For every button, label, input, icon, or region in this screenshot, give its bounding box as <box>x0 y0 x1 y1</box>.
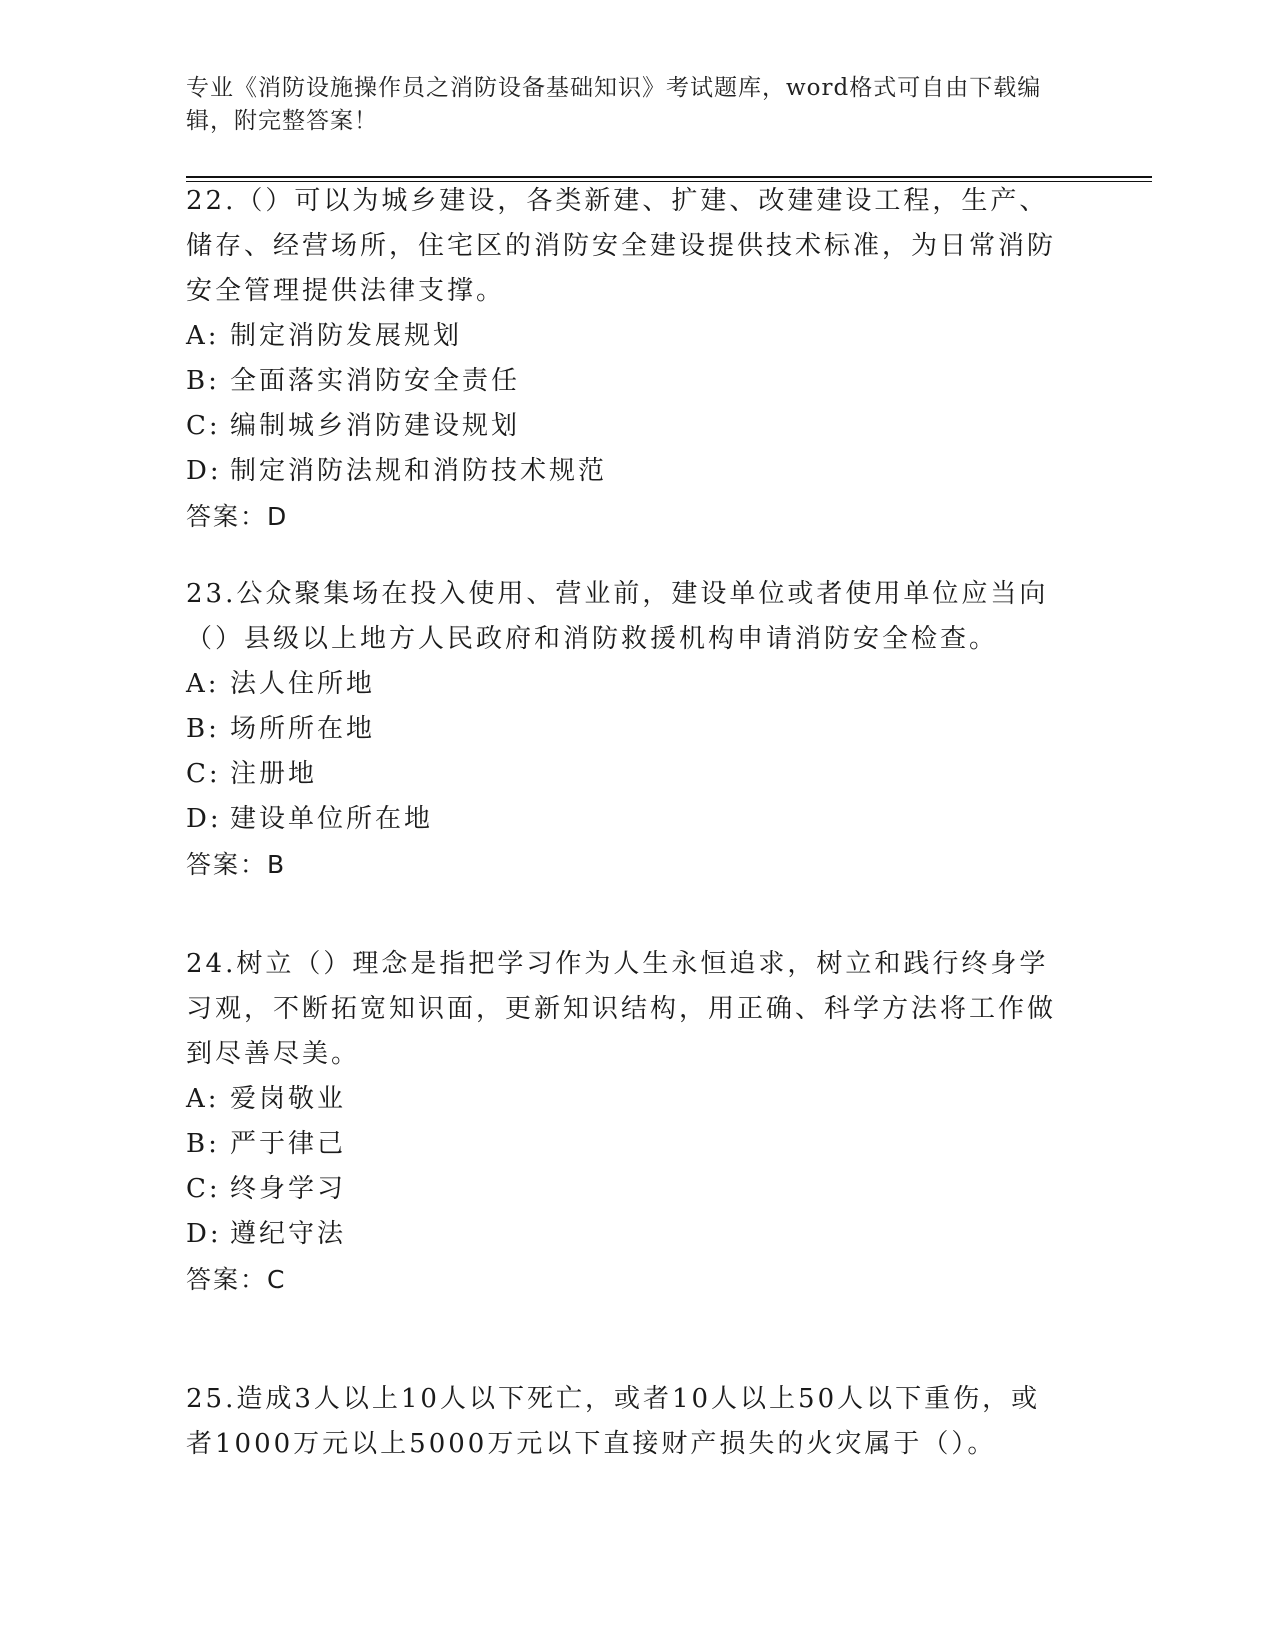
question-stem: 23.公众聚集场在投入使用、营业前，建设单位或者使用单位应当向（）县级以上地方人民政府和消防救援机构申请消防安全检查。 <box>186 579 1049 654</box>
option-text: 严于律己 <box>230 1129 347 1159</box>
question-25 <box>186 1377 1066 1467</box>
option-a <box>186 314 1066 359</box>
question-stem: 22.（）可以为城乡建设，各类新建、扩建、改建建设工程，生产、储存、经营场所，住宅区的消防安全建设提供技术标准，为日常消防安全管理提供法律支撑。 <box>186 186 1057 306</box>
option-d <box>186 449 1066 494</box>
option-key: D: <box>186 456 222 486</box>
option-c <box>186 1167 1066 1212</box>
question-22 <box>186 179 1066 539</box>
option-key: B: <box>186 714 220 744</box>
document-header: 专业《消防设施操作员之消防设备基础知识》考试题库，word格式可自由下载编辑，附完整答案！ <box>186 75 1042 134</box>
question-23 <box>186 572 1066 887</box>
answer-line: 答案：C <box>186 1265 287 1294</box>
option-b <box>186 707 1066 752</box>
option-key: C: <box>186 1174 221 1204</box>
option-key: A: <box>186 1084 220 1114</box>
option-key: C: <box>186 411 221 441</box>
answer-line: 答案：D <box>186 502 289 531</box>
option-key: C: <box>186 759 221 789</box>
question-stem: 24.树立（）理念是指把学习作为人生永恒追求，树立和践行终身学习观，不断拓宽知识面，更新知识结构，用正确、科学方法将工作做到尽善尽美。 <box>186 949 1057 1069</box>
option-text: 制定消防法规和消防技术规范 <box>230 456 608 486</box>
option-text: 法人住所地 <box>230 669 376 699</box>
option-b <box>186 359 1066 404</box>
option-text: 建设单位所在地 <box>230 804 434 834</box>
option-a <box>186 662 1066 707</box>
option-a <box>186 1077 1066 1122</box>
header-divider-thick <box>186 176 1152 178</box>
option-key: A: <box>186 669 220 699</box>
option-text: 编制城乡消防建设规划 <box>230 411 521 441</box>
option-key: D: <box>186 804 222 834</box>
question-24 <box>186 942 1066 1302</box>
option-text: 爱岗敬业 <box>230 1084 347 1114</box>
option-text: 制定消防发展规划 <box>230 321 463 351</box>
option-text: 场所所在地 <box>230 714 376 744</box>
option-c <box>186 752 1066 797</box>
option-d <box>186 1212 1066 1257</box>
option-text: 注册地 <box>230 759 318 789</box>
option-d <box>186 797 1066 842</box>
answer-line: 答案：B <box>186 850 287 879</box>
question-stem: 25.造成3人以上10人以下死亡，或者10人以上50人以下重伤，或者1000万元以上5000万元以下直接财产损失的火灾属于（）。 <box>186 1384 1041 1459</box>
option-key: A: <box>186 321 220 351</box>
option-b <box>186 1122 1066 1167</box>
option-key: D: <box>186 1219 222 1249</box>
option-text: 遵纪守法 <box>230 1219 347 1249</box>
option-text: 终身学习 <box>230 1174 347 1204</box>
option-key: B: <box>186 366 220 396</box>
option-c <box>186 404 1066 449</box>
option-key: B: <box>186 1129 220 1159</box>
option-text: 全面落实消防安全责任 <box>230 366 521 396</box>
